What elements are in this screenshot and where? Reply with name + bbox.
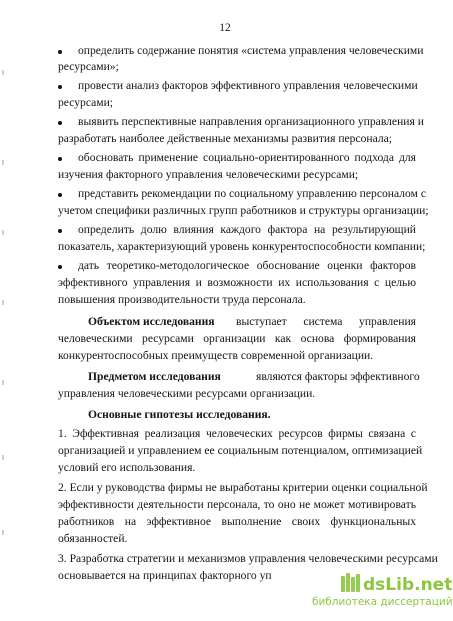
object-text-line: выступает система управления — [236, 315, 416, 328]
bullet-line: изучения факторного управления человеческими ресурсами; — [58, 168, 359, 181]
hypothesis-line: организацией и управлением ее социальным потенциалом, оптимизацией — [58, 444, 423, 457]
bullet-line: определить долю влияния каждого фактора на результирующий — [78, 223, 416, 236]
bullet-line: выявить перспективные направления организационного управления и — [78, 115, 424, 128]
dslib-logo — [339, 568, 453, 598]
bullet-line: эффективного управления и возможности их использования с целью — [58, 276, 416, 289]
page-number: 12 — [219, 22, 231, 34]
hypothesis-line: работников на эффективное выполнение своих функциональных — [58, 515, 416, 528]
bullet-line: разработать наиболее действенные механизмы развития персонала; — [58, 132, 393, 145]
bullet-line: представить рекомендации по социальному управлению персоналом с — [78, 187, 426, 200]
subject-text-line: управления человеческими ресурсами организации. — [58, 387, 316, 400]
bullet-line: провести анализ факторов эффективного управления человеческими — [78, 79, 418, 92]
bullet-marker — [58, 193, 62, 197]
bullet-line: учетом специфики различных групп работников и структуры организации; — [58, 204, 429, 217]
bullet-line: дать теоретико-методологическое обоснование оценки факторов — [78, 259, 416, 272]
hypothesis-line: условий его использования. — [58, 461, 196, 474]
bullet-line: обосновать применение социально-ориентированного подхода для — [78, 151, 416, 164]
hypothesis-line: основывается на принципах факторного уп — [58, 569, 272, 582]
object-text-line: человеческими ресурсами организации как основа формирования — [58, 332, 416, 345]
bullet-marker — [58, 265, 62, 269]
subject-heading: Предметом исследования — [88, 370, 221, 383]
bullet-line: ресурсами»; — [58, 60, 119, 73]
hypothesis-line: 2. Если у руководства фирмы не выработаны критерии оценки социальной — [58, 481, 428, 494]
object-heading: Объектом исследования — [88, 315, 215, 328]
bullet-line: определить содержание понятия «система управления человеческими — [78, 44, 424, 57]
object-text-line: конкурентоспособных преимуществ современной организации. — [58, 349, 374, 362]
hypothesis-line: обязанностей. — [58, 532, 128, 545]
subject-text-line: являются факторы эффективного — [256, 370, 420, 383]
bullet-line: показатель, характеризующий уровень конкурентоспособности компании; — [58, 240, 426, 253]
bullet-marker — [58, 50, 62, 54]
hypotheses-heading: Основные гипотезы исследования. — [88, 408, 271, 421]
watermark-subtitle: библиотека диссертаций — [312, 596, 453, 608]
watermark-logo-text: dsLib.net — [363, 575, 453, 595]
scan-margin-marks — [2, 0, 8, 621]
hypothesis-line: эффективности деятельности персонала, то оно не может мотивировать — [58, 498, 416, 511]
bullet-marker — [58, 229, 62, 233]
bullet-marker — [58, 157, 62, 161]
bullet-marker — [58, 121, 62, 125]
hypothesis-line: 3. Разработка стратегии и механизмов управления человеческими ресурсами — [58, 552, 438, 565]
bullet-marker — [58, 85, 62, 89]
bullet-line: повышения производительности труда персонала. — [58, 293, 306, 306]
hypothesis-line: 1. Эффективная реализация человеческих ресурсов фирмы связана с — [58, 427, 416, 440]
bullet-line: ресурсами; — [58, 96, 114, 109]
